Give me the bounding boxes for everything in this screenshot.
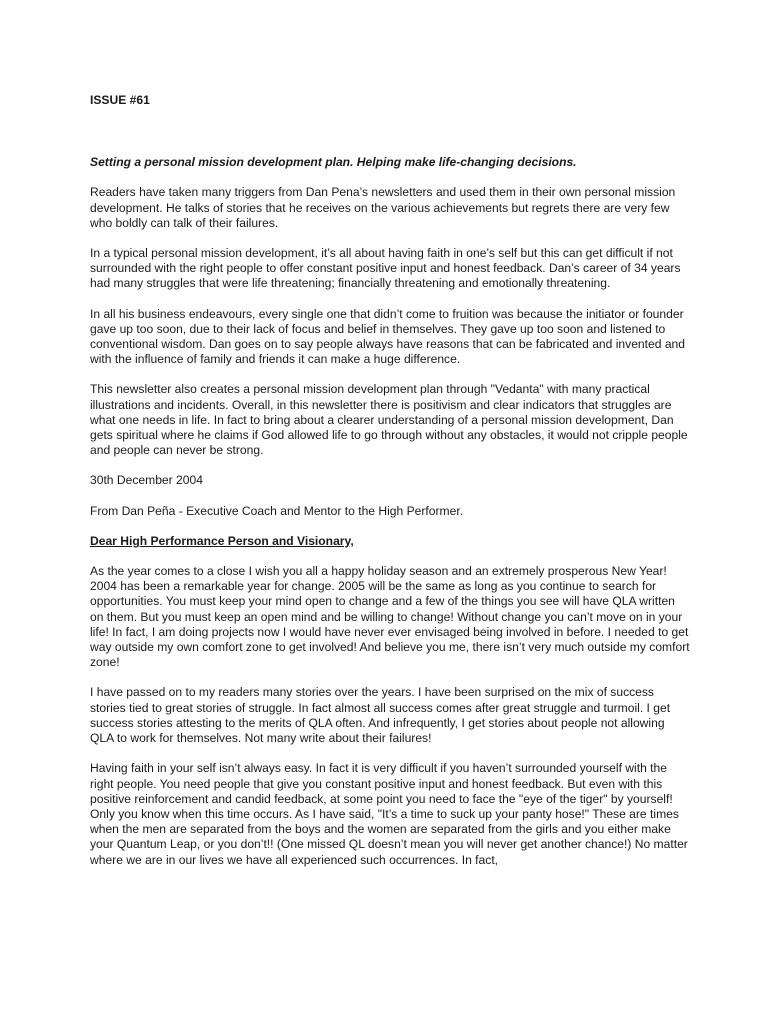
intro-paragraph-2: In a typical personal mission development, it’s all about having faith in one’s self but this can get difficult if not surrounded with the right people to offer constant positive input and honest feedback. Dan’s career of 34 years had many struggles that were life threatening; financially threatening and emotionally threatening. (90, 246, 681, 291)
letter-paragraph-1: As the year comes to a close I wish you all a happy holiday season and an extremely prosperous New Year! 2004 has been a remarkable year for change. 2005 will be the same as long as you continue to search for opportunities. You must keep your mind open to change and a few of the things you see will have QLA written on them. But you must keep an open mind and be willing to change! Without change you can’t move on in your life! In fact, I am doing projects now I would have never ever envisaged being involved in before. I needed to get way outside my own comfort zone to get involved! And believe you me, there isn’t very much outside my comfort zone! (90, 564, 690, 670)
letter-from: From Dan Peña - Executive Coach and Mentor to the High Performer. (90, 503, 464, 518)
letter-salutation: Dear High Performance Person and Visionary, (90, 533, 354, 548)
newsletter-subtitle: Setting a personal mission development plan. Helping make life-changing decisions. (90, 155, 577, 170)
letter-paragraph-3: Having faith in your self isn’t always easy. In fact it is very difficult if you haven’t surrounded yourself with the right people. You need people that give you constant positive input and honest feedback. But even with this positive reinforcement and candid feedback, at some point you need to face the "eye of the tiger" by yourself! Only you know when this time occurs. As I have said, "It’s a time to suck up your panty hose!" These are times when the men are separated from the boys and the women are separated from the girls and you either make your Quantum Leap, or you don’t!! (One missed QL doesn’t mean you will never get another chance!) No matter where we are in our lives we have all experienced such occurrences. In fact, (90, 761, 688, 867)
intro-paragraph-4: This newsletter also creates a personal mission development plan through "Vedanta" with many practical illustrations and incidents. Overall, in this newsletter there is positivism and clear indicators that struggles are what one needs in life. In fact to bring about a clearer understanding of a personal mission development, Dan gets spiritual where he claims if God allowed life to go through without any obstacles, it would not cripple people and people can never be strong. (90, 382, 688, 458)
letter-date: 30th December 2004 (90, 473, 203, 488)
document-page (90, 93, 690, 868)
intro-paragraph-3: In all his business endeavours, every single one that didn’t come to fruition was because the initiator or founder gave up too soon, due to their lack of focus and belief in themselves. They gave up too soon and listened to conventional wisdom. Dan goes on to say people always have reasons that can be fabricated and invented and with the influence of family and friends it can make a huge difference. (90, 306, 685, 367)
issue-number: ISSUE #61 (90, 93, 150, 107)
letter-paragraph-2: I have passed on to my readers many stories over the years. I have been surprised on the mix of success stories tied to great stories of struggle. In fact almost all success comes after great struggle and turmoil. I get success stories attesting to the merits of QLA often. And infrequently, I get stories about people not allowing QLA to work for themselves. Not many write about their failures! (90, 685, 671, 746)
intro-paragraph-1: Readers have taken many triggers from Dan Pena’s newsletters and used them in their own personal mission development. He talks of stories that he receives on the various achievements but regrets there are very few who boldly can talk of their failures. (90, 185, 676, 230)
